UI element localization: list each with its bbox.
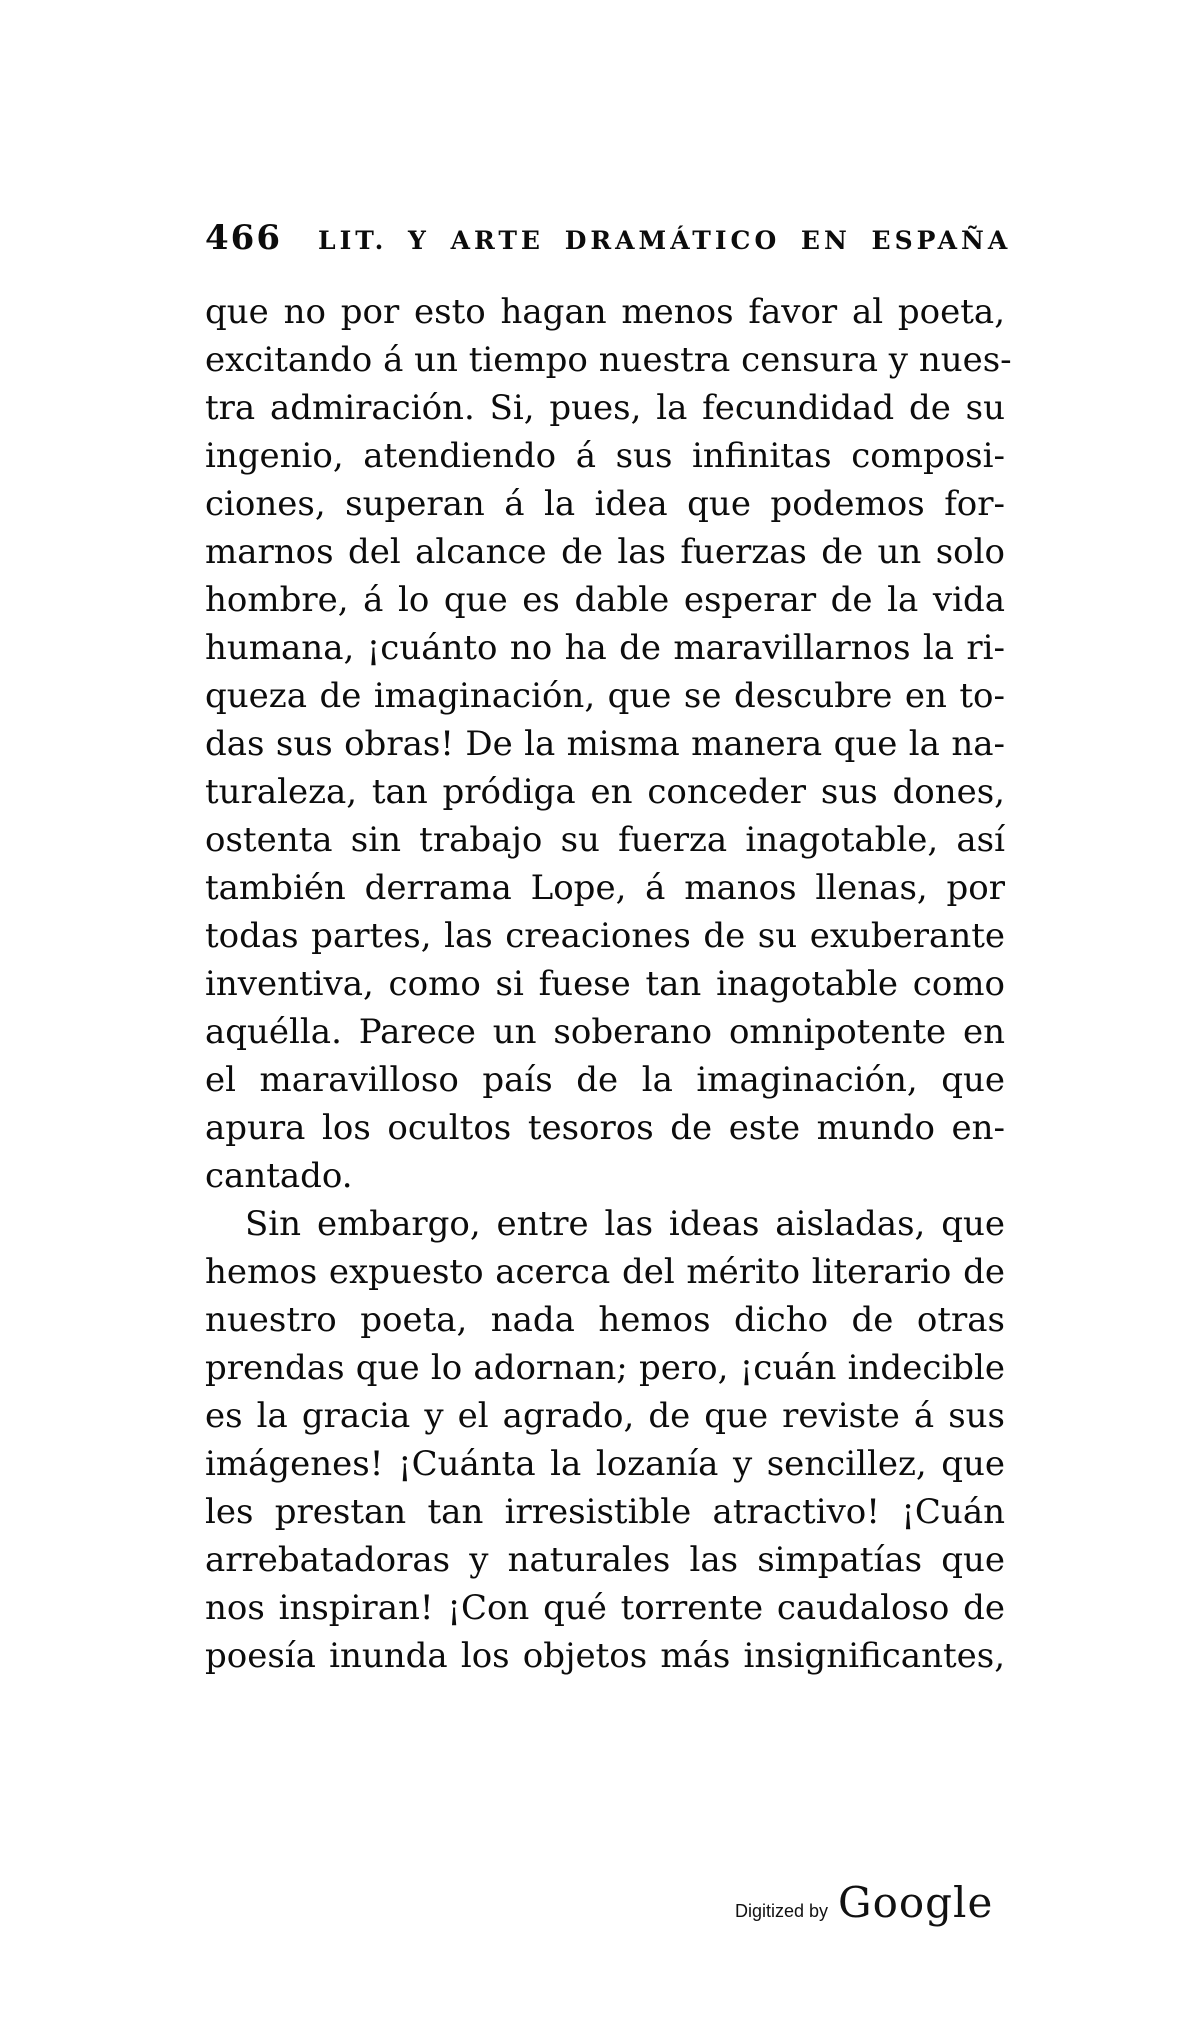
text-line: imágenes! ¡Cuánta la lozanía y sencillez, que bbox=[205, 1444, 1005, 1484]
body-text-block bbox=[205, 288, 1012, 1680]
text-line: es la gracia y el agrado, de que reviste á sus bbox=[205, 1396, 1005, 1436]
text-line: Sin embargo, entre las ideas aisladas, que bbox=[245, 1204, 1005, 1244]
running-title: LIT. Y ARTE DRAMÁTICO EN ESPAÑA bbox=[317, 226, 1012, 255]
text-line: inventiva, como si fuese tan inagotable como bbox=[205, 964, 1005, 1004]
text-line: turaleza, tan pródiga en conceder sus dones, bbox=[205, 772, 1005, 812]
text-line: apura los ocultos tesoros de este mundo en- bbox=[205, 1108, 1005, 1148]
text-line: les prestan tan irresistible atractivo! ¡Cuán bbox=[205, 1492, 1005, 1532]
text-line: tra admiración. Si, pues, la fecundidad de su bbox=[205, 388, 1005, 428]
text-line: aquélla. Parece un soberano omnipotente en bbox=[205, 1012, 1005, 1052]
digitized-by-label: Digitized by bbox=[735, 1901, 829, 1921]
text-line: ingenio, atendiendo á sus infinitas composi- bbox=[205, 436, 1005, 476]
text-line: que no por esto hagan menos favor al poeta, bbox=[205, 292, 1005, 332]
text-line: cantado. bbox=[205, 1156, 353, 1196]
text-line: marnos del alcance de las fuerzas de un solo bbox=[205, 532, 1005, 572]
text-line: ostenta sin trabajo su fuerza inagotable, así bbox=[205, 820, 1005, 860]
digitization-credit bbox=[735, 1878, 993, 1927]
text-line: nuestro poeta, nada hemos dicho de otras bbox=[205, 1300, 1005, 1340]
text-line: ciones, superan á la idea que podemos for- bbox=[205, 484, 1005, 524]
text-line: también derrama Lope, á manos llenas, por bbox=[205, 868, 1005, 908]
text-line: poesía inunda los objetos más insignificantes, bbox=[205, 1636, 1005, 1676]
text-line: el maravilloso país de la imaginación, que bbox=[205, 1060, 1005, 1100]
text-line: hemos expuesto acerca del mérito literario de bbox=[205, 1252, 1005, 1292]
text-line: queza de imaginación, que se descubre en to- bbox=[205, 676, 1005, 716]
text-line: humana, ¡cuánto no ha de maravillarnos la ri- bbox=[205, 628, 1005, 668]
text-line: excitando á un tiempo nuestra censura y nues- bbox=[205, 340, 1012, 380]
text-line: arrebatadoras y naturales las simpatías que bbox=[205, 1540, 1005, 1580]
text-line: nos inspiran! ¡Con qué torrente caudaloso de bbox=[205, 1588, 1005, 1628]
text-line: hombre, á lo que es dable esperar de la vida bbox=[205, 580, 1005, 620]
text-line: das sus obras! De la misma manera que la na- bbox=[205, 724, 1005, 764]
google-logo: Google bbox=[838, 1878, 994, 1927]
running-header bbox=[205, 218, 1012, 258]
text-line: prendas que lo adornan; pero, ¡cuán indecible bbox=[205, 1348, 1005, 1388]
text-line: todas partes, las creaciones de su exuberante bbox=[205, 916, 1005, 956]
page-number: 466 bbox=[205, 218, 282, 258]
